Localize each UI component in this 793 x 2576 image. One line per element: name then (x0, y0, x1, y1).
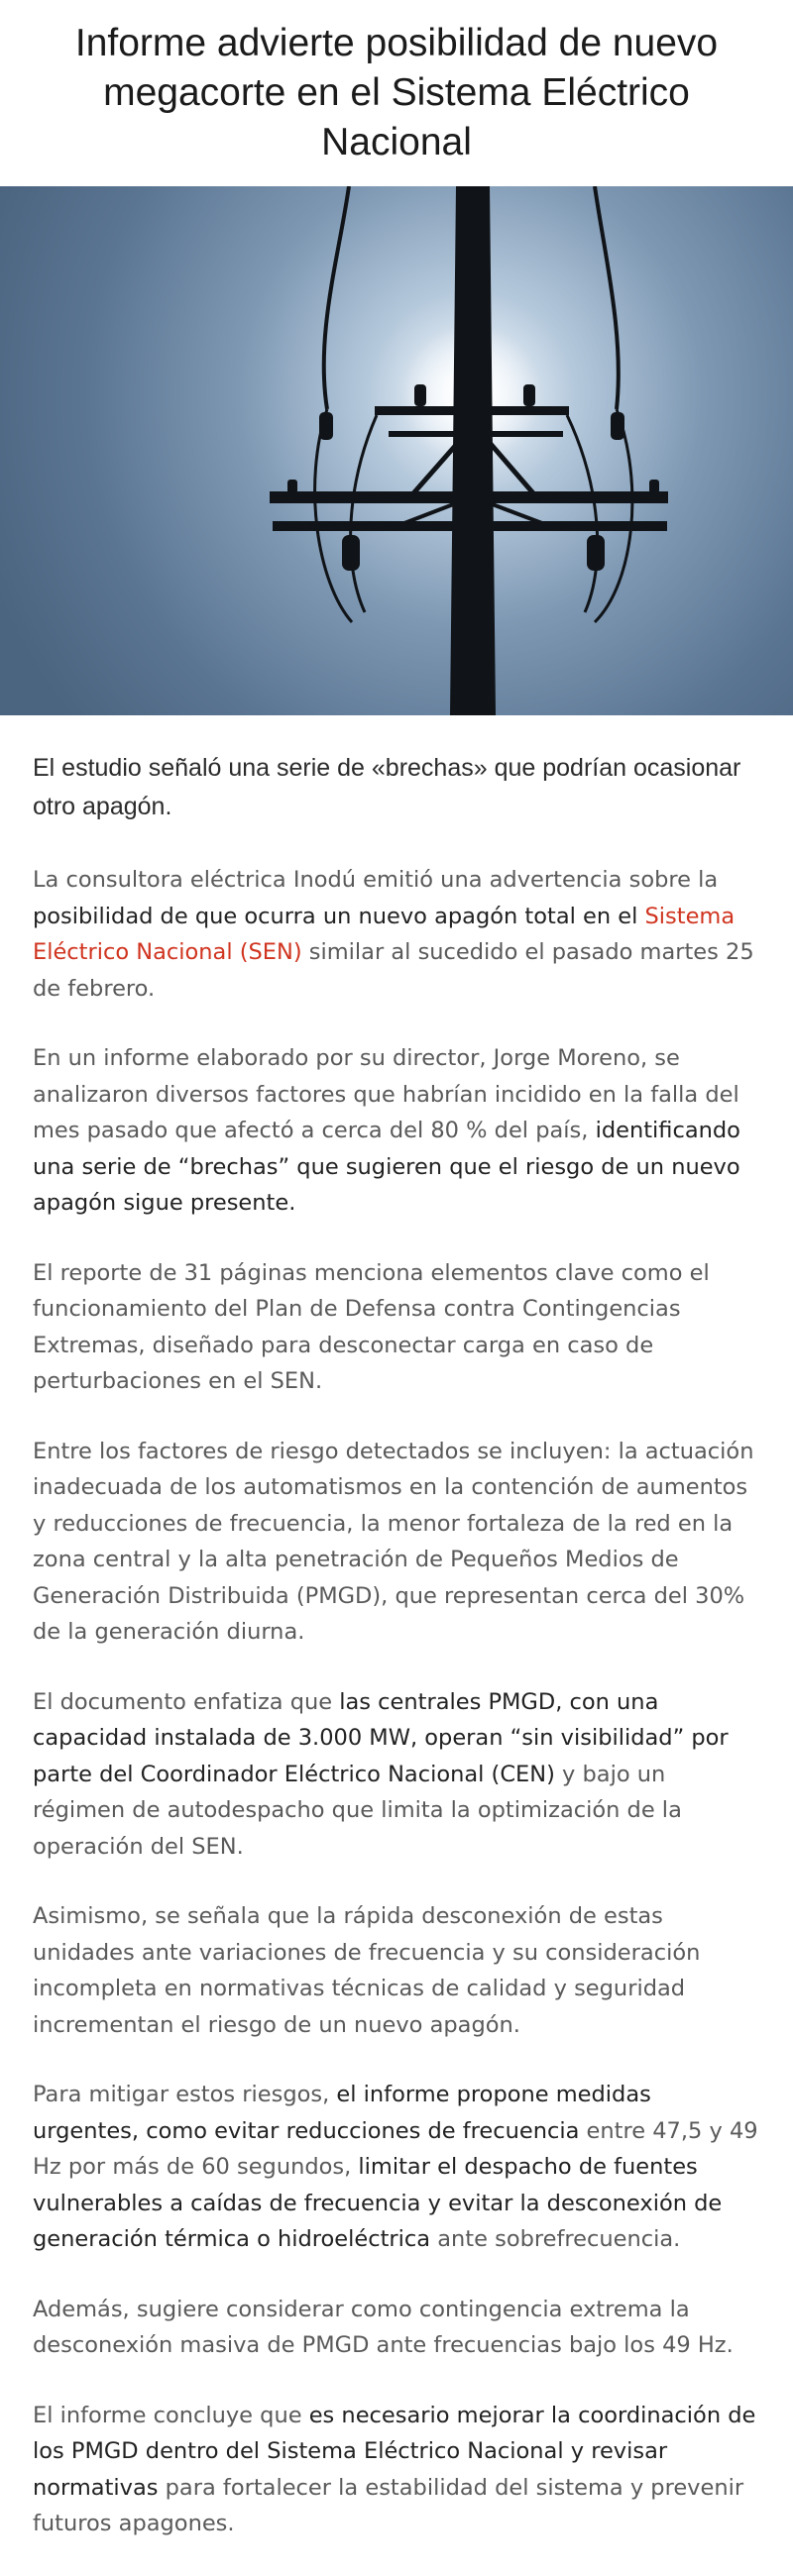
paragraph-text: Asimismo, se señala que la rápida desconexión de estas unidades ante variaciones de frecuencia y su consideración incompleta en normativas técnicas de calidad y seguridad incrementan el riesgo de un nuevo apagón. (33, 1903, 701, 2038)
paragraph-text: entre 47,5 y 49 Hz por más de 60 segundos, (33, 2117, 758, 2180)
paragraph-text: El informe concluye que (33, 2402, 309, 2428)
emphasis-text: limitar el despacho de fuentes vulnerables a caídas de frecuencia y evitar la desconexión de generación térmica o hidroeléctrica (33, 2154, 723, 2252)
headline-container (0, 0, 793, 186)
paragraph-text: En un informe elaborado por su director, Jorge Moreno, se analizaron diversos factores que habrían incidido en la falla del mes pasado que afectó a cerca del 80 % del país, (33, 1045, 739, 1143)
paragraph-text: El documento enfatiza que (33, 1688, 340, 1715)
emphasis-text: posibilidad de que ocurra un nuevo apagón total en el (33, 903, 645, 929)
paragraph-text: y bajo un régimen de autodespacho que limita la optimización de la operación del SEN. (33, 1761, 682, 1860)
paragraph-text: similar al sucedido el pasado martes 25 de febrero. (33, 939, 754, 1002)
emphasis-text: es necesario mejorar la coordinación de los PMGD dentro del Sistema Eléctrico Nacional y revisar normativas (33, 2402, 756, 2501)
emphasis-text: identificando una serie de “brechas” que sugieren que el riesgo de un nuevo apagón sigue presente. (33, 1118, 740, 1216)
article-paragraph (33, 1898, 761, 2043)
article-paragraph (33, 2292, 761, 2364)
paragraph-text: ante sobrefrecuencia. (430, 2226, 681, 2252)
power-pole-photo (0, 186, 793, 715)
paragraph-text: para fortalecer la estabilidad del sistema y prevenir futuros apagones. (33, 2474, 744, 2536)
paragraph-text: La consultora eléctrica Inodú emitió una advertencia sobre la (33, 867, 719, 893)
article-paragraph (33, 1040, 761, 1222)
article-paragraph (33, 1684, 761, 1866)
article-paragraph (33, 2077, 761, 2258)
paragraph-text: Entre los factores de riesgo detectados se incluyen: la actuación inadecuada de los automatismos en la contención de aumentos y reducciones de frecuencia, la menor fortaleza de la red en la zona central y la alta penetración de Pequeños Medios de Generación Distribuida (PMGD), que representan cerca del 30% de la generación diurna. (33, 1438, 754, 1645)
paragraph-text: El reporte de 31 páginas menciona elementos clave como el funcionamiento del Plan de Defensa contra Contingencias Extremas, diseñado para desconectar carga en caso de perturbaciones en el SEN. (33, 1259, 710, 1394)
emphasis-text: las centrales PMGD, con una capacidad instalada de 3.000 MW, operan “sin visibilidad” por parte del Coordinador Eléctrico Nacional (CEN) (33, 1688, 729, 1787)
article-lead: El estudio señaló una serie de «brechas» que podrían ocasionar otro apagón. (33, 754, 741, 820)
article-paragraph (33, 862, 761, 1007)
paragraph-text: Además, sugiere considerar como contingencia extrema la desconexión masiva de PMGD ante frecuencias bajo los 49 Hz. (33, 2296, 734, 2358)
article-paragraph (33, 1434, 761, 1651)
article-body (33, 862, 761, 2576)
article-headline: Informe advierte posibilidad de nuevo megacorte en el Sistema Eléctrico Nacional (74, 22, 719, 163)
paragraph-text: Para mitigar estos riesgos, (33, 2082, 337, 2107)
article-paragraph (33, 2398, 761, 2542)
hero-image (0, 186, 793, 715)
sen-link[interactable]: Sistema Eléctrico Nacional (SEN) (33, 903, 736, 965)
emphasis-text: el informe propone medidas urgentes, como evitar reducciones de frecuencia (33, 2082, 651, 2144)
article-paragraph (33, 1255, 761, 1400)
